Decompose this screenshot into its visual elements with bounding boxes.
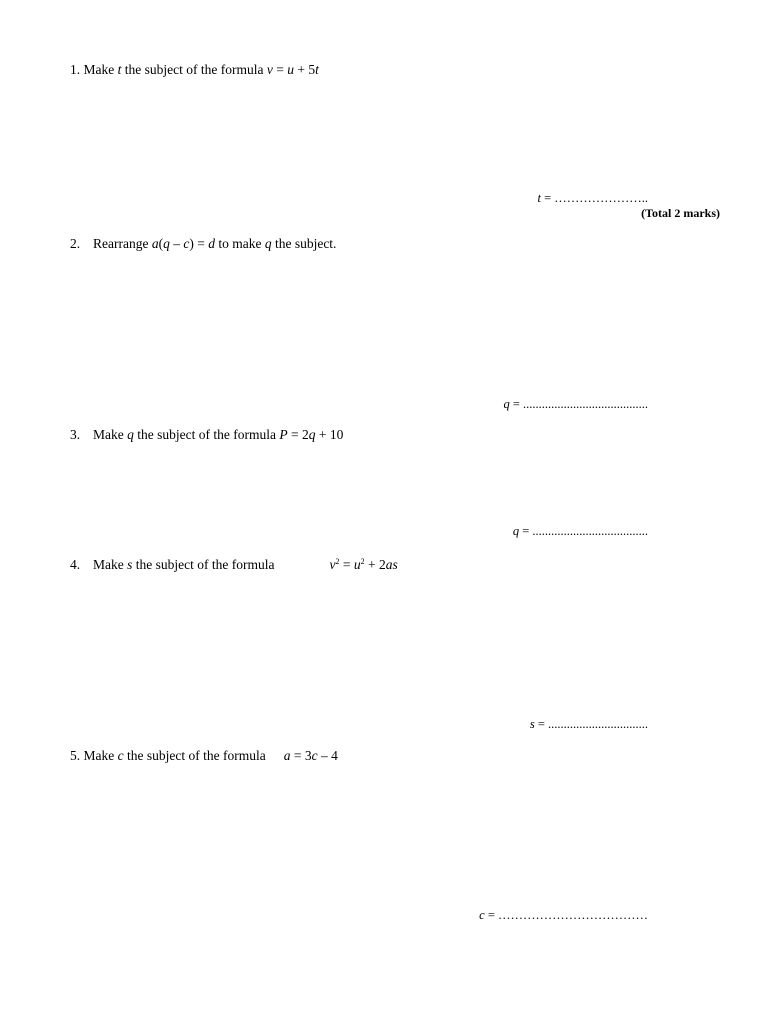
question-number: 2. — [70, 236, 81, 251]
question-1 — [70, 62, 319, 78]
formula: v = u + 5t — [266, 62, 319, 77]
question-text: to make — [214, 236, 265, 251]
answer-variable: q — [512, 524, 520, 538]
question-text: the subject of the formula — [123, 748, 266, 763]
subject-variable: c — [117, 748, 124, 763]
subject-variable: q — [264, 236, 272, 251]
question-text: the subject. — [271, 236, 337, 251]
question-number: 5. — [70, 748, 81, 763]
answer-variable: c — [479, 908, 485, 922]
question-3 — [70, 427, 343, 443]
question-number: 3. — [70, 427, 81, 442]
answer-variable: t — [537, 191, 541, 205]
question-text: the subject of the formula — [132, 557, 275, 572]
formula: $v^2 = u^2 + 2as$ — [329, 557, 398, 572]
question-number: 1. — [70, 62, 81, 77]
answer-line-5 — [479, 907, 648, 923]
question-number: 4. — [70, 557, 81, 572]
answer-dots: = ……………………………… — [484, 908, 648, 922]
subject-variable: s — [127, 557, 133, 572]
question-text: the subject of the formula — [133, 427, 280, 442]
formula: a(q – c) = d — [151, 236, 215, 251]
subject-variable: t — [117, 62, 122, 77]
answer-dots: = ........................................ — [509, 397, 648, 411]
answer-line-3 — [513, 523, 648, 539]
total-marks: (Total 2 marks) — [641, 206, 720, 220]
question-text: Make — [93, 427, 128, 442]
answer-line-2 — [503, 396, 648, 412]
answer-line-1 — [537, 190, 648, 206]
formula: P = 2q + 10 — [279, 427, 344, 442]
formula: a = 3c – 4 — [283, 748, 338, 763]
answer-line-4 — [530, 716, 648, 732]
subject-variable: q — [127, 427, 134, 442]
answer-dots: = ..................................... — [519, 524, 648, 538]
question-5 — [70, 748, 338, 764]
question-4 — [70, 557, 398, 573]
answer-dots: = ………………….. — [540, 191, 648, 205]
question-2 — [70, 236, 336, 252]
answer-dots: = ................................ — [534, 717, 648, 731]
answer-variable: s — [529, 717, 535, 731]
answer-variable: q — [503, 397, 510, 411]
question-text: the subject of the formula — [121, 62, 267, 77]
question-text: Make — [93, 557, 128, 572]
question-text: Make — [80, 62, 118, 77]
question-text: Rearrange — [93, 236, 152, 251]
question-text: Make — [80, 748, 118, 763]
